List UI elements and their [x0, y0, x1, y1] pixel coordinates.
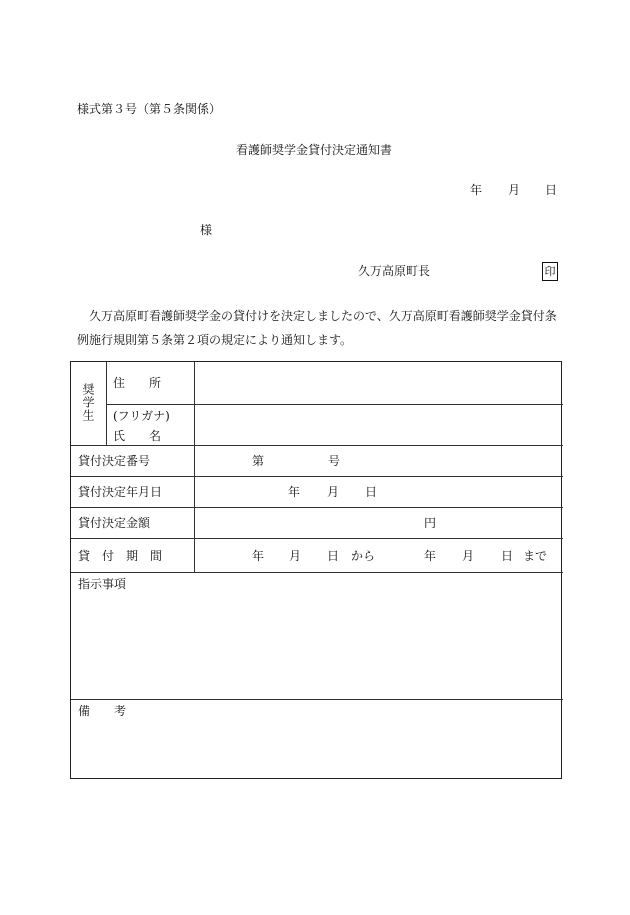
row-divider [71, 476, 563, 477]
period-to: まで [523, 549, 548, 563]
loan-number-suffix: 号 [328, 454, 341, 468]
row-divider [71, 699, 563, 700]
address-field[interactable] [200, 366, 558, 400]
loan-decision-table [70, 361, 562, 779]
column-divider [106, 362, 107, 446]
period-start-day: 日 [327, 549, 340, 563]
furigana-label: (フリガナ) [113, 409, 170, 423]
row-divider [71, 507, 563, 508]
issuer-name: 久万高原町長 [358, 264, 431, 278]
loan-number-label: 貸付決定番号 [78, 454, 151, 468]
instructions-field[interactable] [78, 596, 556, 694]
remarks-label: 備 考 [78, 704, 127, 718]
form-number: 様式第３号（第５条関係） [77, 102, 222, 116]
row-divider [106, 404, 563, 405]
seal-stamp: 印 [542, 262, 558, 281]
instructions-label: 指示事項 [78, 577, 127, 591]
address-label: 住 所 [113, 376, 162, 390]
row-divider [71, 445, 563, 446]
name-field[interactable] [200, 408, 558, 442]
period-end-month: 月 [462, 549, 475, 563]
loan-period-label: 貸 付 期 間 [78, 549, 163, 563]
amount-unit: 円 [424, 516, 437, 530]
period-from: から [351, 549, 376, 563]
date-month-label: 月 [508, 183, 521, 197]
date-year-label: 年 [470, 183, 483, 197]
period-end-day: 日 [501, 549, 514, 563]
remarks-field[interactable] [78, 723, 556, 773]
row-divider [71, 572, 563, 573]
student-section-label: 奨学生 [81, 383, 95, 422]
period-end-year: 年 [424, 549, 437, 563]
decision-date-day: 日 [365, 485, 378, 499]
body-text: 久万高原町看護師奨学金の貸付けを決定しましたので、久万高原町看護師奨学金貸付条例施行規則第５条第２項の規定により通知します。 [77, 309, 557, 347]
period-start-year: 年 [252, 549, 265, 563]
period-start-month: 月 [289, 549, 302, 563]
name-label: 氏 名 [113, 429, 162, 443]
decision-date-month: 月 [327, 485, 340, 499]
decision-date-year: 年 [288, 485, 301, 499]
recipient-suffix: 様 [200, 223, 213, 237]
column-divider [194, 362, 195, 573]
loan-amount-label: 貸付決定金額 [78, 516, 151, 530]
date-day-label: 日 [545, 183, 558, 197]
row-divider [71, 538, 563, 539]
decision-date-label: 貸付決定年月日 [78, 485, 163, 499]
loan-number-prefix: 第 [252, 454, 265, 468]
document-title: 看護師奨学金貸付決定通知書 [236, 143, 393, 157]
